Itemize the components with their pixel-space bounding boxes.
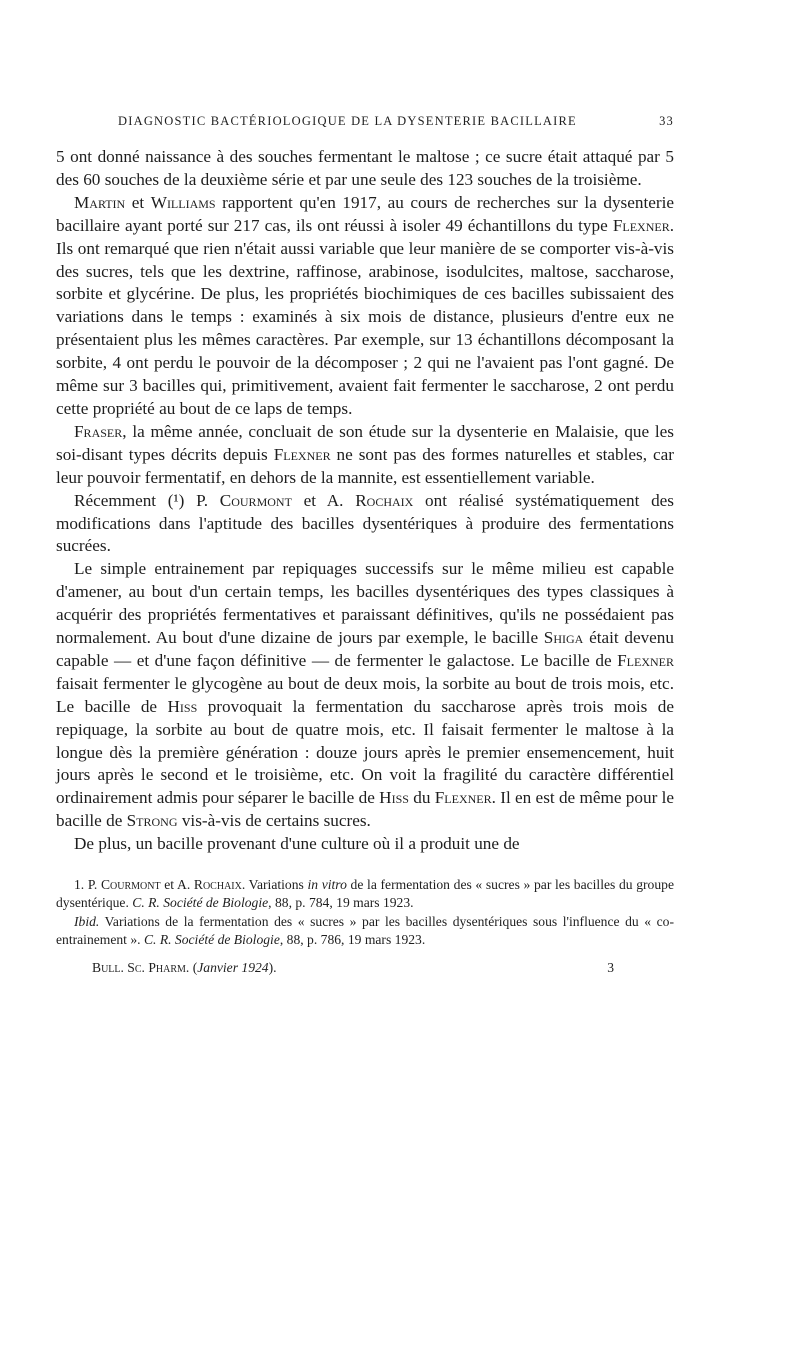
signature-mark: 3: [607, 959, 614, 975]
footnote: Ibid. Variations de la fermentation des « sucres » par les bacilles dysentériques sous l'influence du « co-entrainement ». C. R. Société de Biologie, 88, p. 786, 19 mars 1923.: [56, 913, 674, 947]
paragraph: De plus, un bacille provenant d'une culture où il a produit une de: [74, 834, 520, 854]
paragraph: Récemment (¹) P. Courmont et A. Rochaix ont réalisé systématiquement des modifications dans l'aptitude des bacilles dysentériques à produire des fermentations sucrées.: [56, 490, 674, 556]
author-name: Flexner: [612, 215, 670, 235]
author-name: Courmont: [219, 490, 292, 510]
running-title: DIAGNOSTIC BACTÉRIOLOGIQUE DE LA DYSENTERIE BACILLAIRE: [118, 114, 577, 128]
author-name: Hiss: [379, 788, 409, 808]
footnote: 1. P. Courmont et A. Rochaix. Variations in vitro de la fermentation des « sucres » par les bacilles du groupe dysentérique. C. R. Société de Biologie, 88, p. 784, 19 mars 1923.: [56, 877, 674, 911]
journal-title: C. R. Société de Biologie: [132, 895, 269, 911]
paragraph: Le simple entrainement par repiquages successifs sur le même milieu est capable d'amener, au bout d'un certain temps, les bacilles dysentériques des types classiques à acquérir des propriétés fermentatives et paraissant définitives, qu'ils ne possédaient pas normalement. Au bout d'une dizaine de jours par exemple, le bacille Shiga était devenu capable — et d'une façon définitive — de fermenter le galactose. Le bacille de Flexner faisait fermenter le glycogène au bout de deux mois, la sorbite au bout de trois mois, etc. Le bacille de Hiss provoquait la fermentation du saccharose après trois mois de repiquage, la sorbite au bout de quatre mois, etc. Il faisait fermenter le maltose à la longue dès la première génération : douze jours après le premier ensemencement, huit jours après le second et le troisième, etc. On voit la fragilité du caractère différentiel ordinairement admis pour séparer le bacille de Hiss du Flexner. Il en est de même pour le bacille de Strong vis-à-vis de certains sucres.: [56, 559, 675, 831]
paragraph: Martin et Williams rapportent qu'en 1917, au cours de recherches sur la dysenterie bacillaire ayant porté sur 217 cas, ils ont réussi à isoler 49 échantillons du type Flexner. Ils ont remarqué que rien n'était aussi variable que leur manière de se comporter vis-à-vis des sucres, tels que les dextrine, raffinose, arabinose, isodulcites, maltose, saccharose, sorbite et glycérine. De plus, les propriétés biochimiques de ces bacilles subissaient des variations dans le temps : examinés à six mois de distance, plusieurs d'entre eux ne présentaient plus les mêmes caractères. Par exemple, sur 13 échantillons décomposant la sorbite, 4 ont perdu le pouvoir de la décomposer ; 2 qui ne l'avaient pas l'ont gagné. De même sur 3 bacilles qui, primitivement, avaient fait fermenter le saccharose, 2 ont perdu cette propriété au bout de ce laps de temps.: [56, 192, 674, 418]
author-name: Martin: [74, 192, 126, 212]
page-number: 33: [659, 114, 674, 128]
author-name: Flexner: [434, 788, 492, 808]
paragraph: 5 ont donné naissance à des souches fermentant le maltose ; ce sucre était attaqué par 5 des 60 souches de la deuxième série et par une seule des 123 souches de la troisième.: [56, 147, 674, 189]
page-footer: [56, 960, 674, 976]
author-name: Strong: [126, 811, 178, 831]
running-header: [56, 114, 674, 129]
journal-title: C. R. Société de Biologie: [143, 931, 280, 947]
page: [56, 114, 674, 976]
author-name: Shiga: [543, 628, 584, 648]
footnotes: [56, 876, 674, 949]
paragraph: Fraser, la même année, concluait de son étude sur la dysenterie en Malaisie, que les soi-disant types décrits depuis Flexner ne sont pas des formes naturelles et stables, car leur pouvoir fermentatif, en dehors de la mannite, est essentiellement variable.: [56, 421, 674, 487]
author-name: Fraser: [74, 421, 123, 441]
author-name: Courmont: [100, 877, 161, 893]
footer-citation: Bull. Sc. Pharm. (Janvier 1924).: [92, 959, 277, 975]
author-name: Williams: [150, 192, 216, 212]
body-text: [56, 146, 674, 856]
author-name: Flexner: [273, 444, 331, 464]
author-name: Hiss: [167, 696, 198, 716]
author-name: Rochaix: [193, 877, 242, 893]
author-name: Rochaix: [355, 490, 414, 510]
author-name: Flexner: [617, 650, 674, 670]
